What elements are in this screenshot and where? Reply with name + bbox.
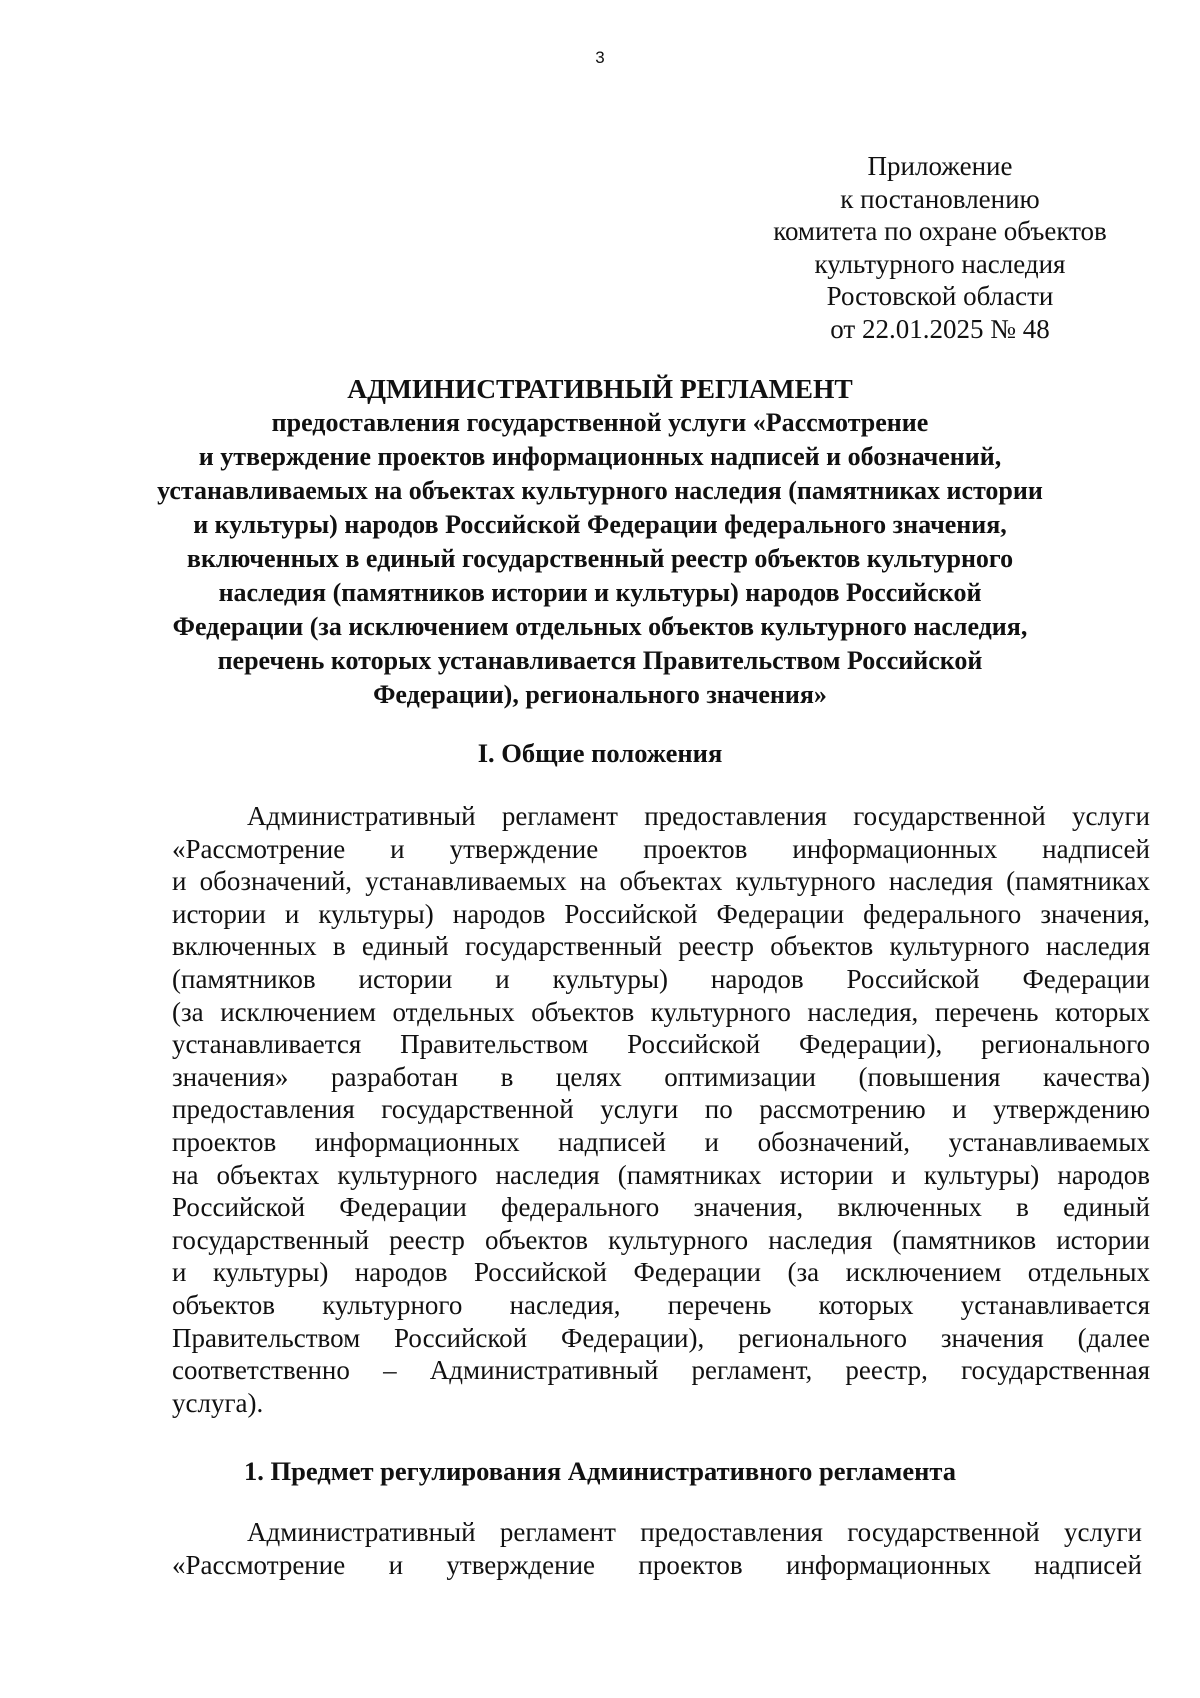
paragraph-line: услуга). (172, 1387, 264, 1418)
paragraph-line: государственный реестр объектов культурного наследия (памятников истории (172, 1224, 1150, 1255)
appendix-line: культурного наследия (814, 248, 1066, 279)
paragraph-line: Правительством Российской Федерации), регионального значения (далее (172, 1322, 1150, 1353)
paragraph-line: значения» разработан в целях оптимизации (повышения качества) (172, 1061, 1150, 1092)
paragraph-general-provisions (172, 800, 1150, 1419)
subtitle-line: и культуры) народов Российской Федерации федерального значения, (193, 510, 1007, 539)
subtitle-line: Федерации), регионального значения» (373, 680, 827, 709)
appendix-line: Приложение (867, 151, 1013, 181)
paragraph-line: (памятников истории и культуры) народов Российской Федерации (172, 963, 1150, 994)
paragraph-line: и культуры) народов Российской Федерации (за исключением отдельных (172, 1257, 1150, 1288)
subtitle-line: перечень которых устанавливается Правительством Российской (217, 646, 983, 675)
subtitle-line: предоставления государственной услуги «Рассмотрение (271, 408, 929, 437)
appendix-line: Ростовской области (826, 281, 1054, 311)
paragraph-line: и обозначений, устанавливаемых на объектах культурного наследия (памятниках (172, 866, 1150, 897)
section-heading-subject: 1. Предмет регулирования Административного регламента (244, 1456, 956, 1486)
paragraph-line: «Рассмотрение и утверждение проектов информационных надписей (172, 1549, 1142, 1580)
paragraph-line: Административный регламент предоставления государственной услуги (247, 1517, 1142, 1547)
paragraph-line: проектов информационных надписей и обозначений, устанавливаемых (172, 1126, 1150, 1157)
paragraph-line: (за исключением отдельных объектов культурного наследия, перечень которых (172, 996, 1150, 1027)
subtitle-line: и утверждение проектов информационных надписей и обозначений, (198, 442, 1002, 471)
document-title-block (130, 372, 1070, 712)
subtitle-line: наследия (памятников истории и культуры) народов Российской (218, 578, 982, 607)
paragraph-line: соответственно – Административный регламент, реестр, государственная (172, 1355, 1150, 1386)
paragraph-line: Российской Федерации федерального значения, включенных в единый (172, 1192, 1150, 1223)
paragraph-line: объектов культурного наследия, перечень которых устанавливается (172, 1289, 1150, 1320)
section-heading-general: I. Общие положения (477, 738, 723, 768)
document-subtitle (130, 406, 1070, 712)
appendix-line: к постановлению (840, 183, 1040, 214)
document-title: АДМИНИСТРАТИВНЫЙ РЕГЛАМЕНТ (347, 373, 853, 404)
paragraph-subject (172, 1516, 1142, 1581)
paragraph-line: устанавливается Правительством Российской Федерации), регионального (172, 1029, 1150, 1060)
paragraph-line: истории и культуры) народов Российской Федерации федерального значения, (172, 898, 1150, 929)
subtitle-line: устанавливаемых на объектах культурного наследия (памятниках истории (157, 476, 1043, 505)
appendix-block (720, 150, 1160, 345)
paragraph-line: Административный регламент предоставления государственной услуги (247, 801, 1150, 831)
paragraph-line: включенных в единый государственный реестр объектов культурного наследия (172, 931, 1150, 962)
paragraph-line: предоставления государственной услуги по рассмотрению и утверждению (172, 1094, 1150, 1125)
appendix-line: от 22.01.2025 № 48 (830, 313, 1050, 344)
subtitle-line: включенных в единый государственный реестр объектов культурного (186, 544, 1014, 573)
page-number: 3 (595, 48, 605, 67)
subtitle-line: Федерации (за исключением отдельных объектов культурного наследия, (172, 612, 1028, 641)
paragraph-line: «Рассмотрение и утверждение проектов информационных надписей (172, 833, 1150, 864)
paragraph-line: на объектах культурного наследия (памятниках истории и культуры) народов (172, 1159, 1150, 1190)
appendix-line: комитета по охране объектов (773, 216, 1107, 246)
